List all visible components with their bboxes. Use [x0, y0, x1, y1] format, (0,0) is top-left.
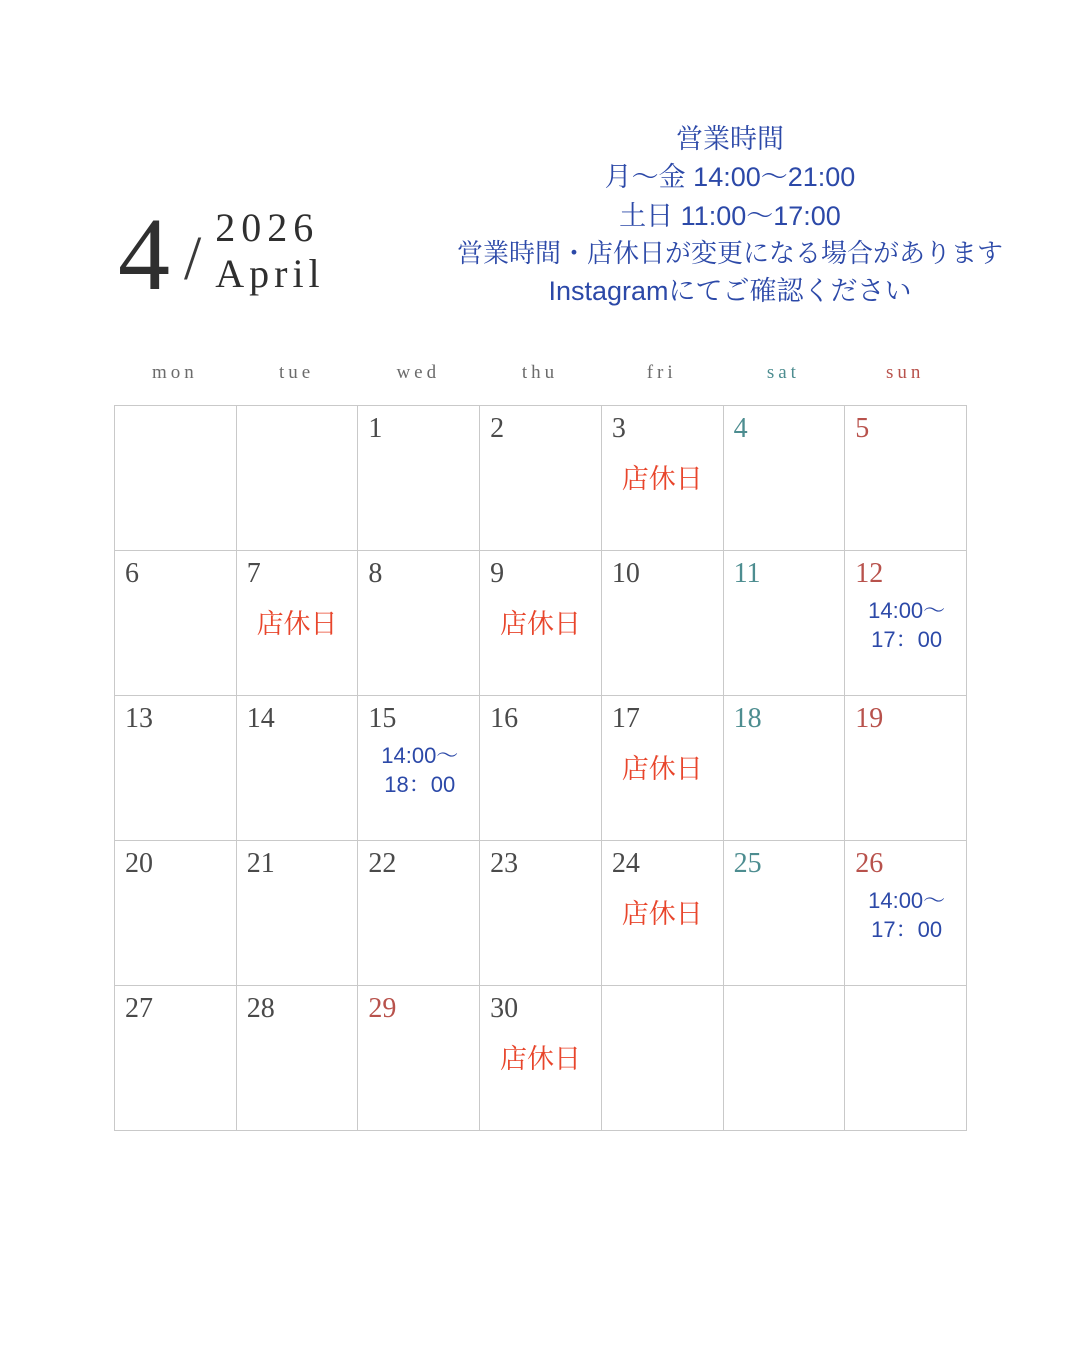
- calendar-day-cell[interactable]: [358, 841, 480, 986]
- special-hours-label: [368, 741, 479, 800]
- calendar-day-cell[interactable]: [845, 841, 967, 986]
- calendar-day-cell[interactable]: [602, 841, 724, 986]
- month-number: 4: [118, 197, 170, 313]
- closed-day-label: 店休日: [621, 898, 703, 929]
- calendar-day-cell[interactable]: [237, 841, 359, 986]
- special-hours-line: 17：00: [871, 627, 943, 653]
- note-line: 営業時間・店休日が変更になる場合があります: [456, 237, 1003, 268]
- calendar-day-cell[interactable]: [480, 696, 602, 841]
- weekday-label-tue: tue: [278, 362, 315, 383]
- closed-day-label: 店休日: [499, 608, 581, 639]
- day-number: 12: [855, 558, 884, 589]
- day-number: 14: [246, 703, 275, 734]
- weekday-header-row: [114, 362, 966, 384]
- calendar-empty-cell: [237, 406, 359, 551]
- day-number: 8: [368, 558, 383, 589]
- note-line: 土日 11:00〜17:00: [619, 200, 841, 231]
- calendar-day-cell[interactable]: [845, 696, 967, 841]
- day-number: 9: [490, 558, 505, 589]
- calendar-day-cell[interactable]: [724, 696, 846, 841]
- day-number: 1: [368, 413, 383, 444]
- year-label: 2026: [215, 205, 320, 250]
- closed-day-label: 店休日: [499, 1043, 581, 1074]
- title-separator: /: [184, 225, 202, 293]
- calendar-day-cell[interactable]: [602, 406, 724, 551]
- day-number: 25: [733, 848, 762, 879]
- calendar-day-cell[interactable]: [724, 841, 846, 986]
- day-number: 22: [368, 848, 397, 879]
- special-hours-line: 17：00: [871, 917, 943, 943]
- calendar-day-cell[interactable]: [480, 841, 602, 986]
- month-name-label: April: [215, 251, 325, 296]
- calendar-empty-cell: [115, 406, 237, 551]
- calendar-day-cell[interactable]: [115, 841, 237, 986]
- calendar-day-cell[interactable]: [602, 696, 724, 841]
- weekday-label-wed: wed: [396, 362, 441, 383]
- day-number: 4: [733, 413, 748, 444]
- day-number: 27: [125, 993, 153, 1024]
- calendar-day-cell[interactable]: [237, 986, 359, 1131]
- special-hours-label: [855, 596, 966, 655]
- special-hours-label: [855, 886, 966, 945]
- calendar-day-cell[interactable]: [115, 551, 237, 696]
- day-number: 3: [611, 413, 626, 444]
- calendar-day-cell[interactable]: [480, 406, 602, 551]
- closed-day-label: 店休日: [621, 753, 703, 784]
- weekday-label-sun: sun: [885, 362, 925, 383]
- day-number: 18: [733, 703, 762, 734]
- day-number: 17: [611, 703, 640, 734]
- day-number: 11: [733, 558, 761, 589]
- calendar-day-cell[interactable]: [237, 696, 359, 841]
- day-number: 16: [490, 703, 519, 734]
- calendar-day-cell[interactable]: [237, 551, 359, 696]
- calendar-day-cell[interactable]: [358, 551, 480, 696]
- day-number: 24: [611, 848, 640, 879]
- day-number: 19: [855, 703, 884, 734]
- day-number: 30: [490, 993, 519, 1024]
- note-line: Instagramにてご確認ください: [548, 275, 912, 306]
- day-number: 26: [855, 848, 884, 879]
- closed-day-label: 店休日: [621, 463, 703, 494]
- note-line: 月〜金 14:00〜21:00: [604, 162, 856, 193]
- day-number: 5: [855, 413, 870, 444]
- calendar-day-cell[interactable]: [480, 986, 602, 1131]
- calendar-empty-cell: [845, 986, 967, 1131]
- special-hours-line: 18：00: [384, 772, 456, 798]
- day-number: 6: [125, 558, 139, 589]
- day-number: 10: [611, 558, 640, 589]
- month-title-block: [118, 197, 325, 313]
- weekday-label-sat: sat: [766, 362, 800, 383]
- calendar-day-cell[interactable]: [845, 551, 967, 696]
- calendar-day-cell[interactable]: [358, 986, 480, 1131]
- day-number: 21: [246, 848, 275, 879]
- calendar-day-cell[interactable]: [115, 986, 237, 1131]
- calendar-day-cell[interactable]: [480, 551, 602, 696]
- weekday-label-thu: thu: [521, 362, 559, 383]
- day-number: 13: [125, 703, 153, 734]
- special-hours-line: 14:00〜: [868, 597, 946, 623]
- closed-day-label: 店休日: [256, 608, 338, 639]
- day-number: 29: [368, 993, 397, 1024]
- calendar-empty-cell: [724, 986, 846, 1131]
- calendar-day-cell[interactable]: [724, 406, 846, 551]
- calendar-header: [0, 0, 1080, 350]
- special-hours-line: 14:00〜: [381, 742, 459, 768]
- day-number: 2: [490, 413, 505, 444]
- calendar-day-cell[interactable]: [845, 406, 967, 551]
- calendar-day-cell[interactable]: [358, 406, 480, 551]
- weekday-label-fri: fri: [646, 362, 677, 383]
- calendar-empty-cell: [602, 986, 724, 1131]
- day-number: 28: [246, 993, 275, 1024]
- calendar-grid: [114, 405, 967, 1131]
- calendar-day-cell[interactable]: [115, 696, 237, 841]
- weekday-label-mon: mon: [151, 362, 198, 383]
- day-number: 15: [368, 703, 397, 734]
- calendar-day-cell[interactable]: [358, 696, 480, 841]
- day-number: 23: [490, 848, 519, 879]
- business-hours-notes: [420, 120, 1040, 310]
- calendar-day-cell[interactable]: [724, 551, 846, 696]
- day-number: 20: [125, 848, 153, 879]
- year-and-month-name: [215, 205, 324, 297]
- note-line: 営業時間: [676, 124, 784, 154]
- calendar-day-cell[interactable]: [602, 551, 724, 696]
- day-number: 7: [246, 558, 261, 589]
- special-hours-line: 14:00〜: [868, 887, 946, 913]
